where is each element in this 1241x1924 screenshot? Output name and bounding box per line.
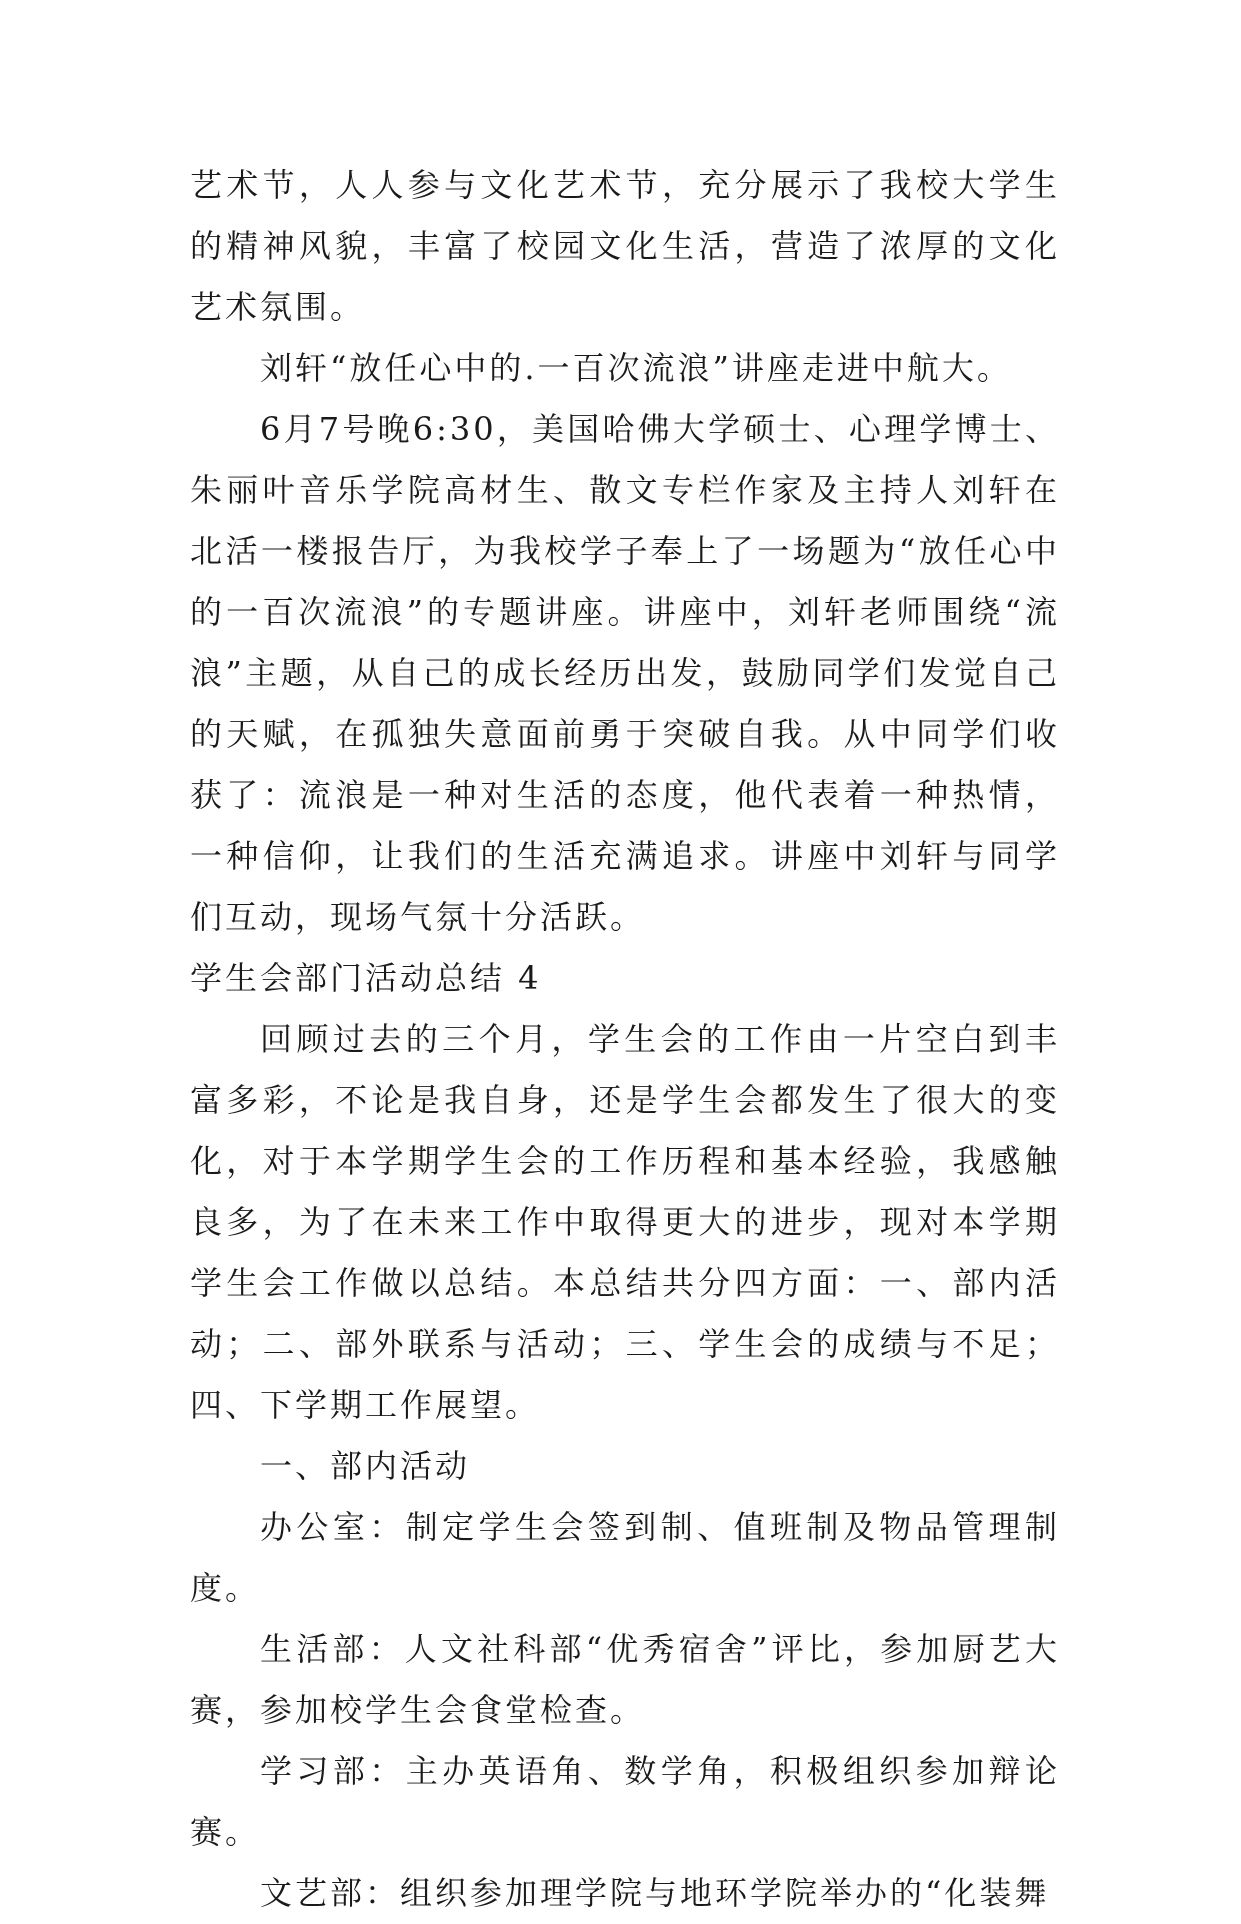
paragraph-festival-summary: 艺术节，人人参与文化艺术节，充分展示了我校大学生的精神风貌，丰富了校园文化生活，营造了浓厚的文化艺术氛围。 (190, 166, 1060, 326)
paragraph-arts-department: 文艺部：组织参加理学院与地环学院举办的“化装舞 (260, 1874, 1050, 1912)
paragraph-office: 办公室：制定学生会签到制、值班制及物品管理制度。 (190, 1508, 1060, 1607)
paragraph-review-intro: 回顾过去的三个月，学生会的工作由一片空白到丰富多彩，不论是我自身，还是学生会都发生了很大的变化，对于本学期学生会的工作历程和基本经验，我感触良多，为了在未来工作中取得更大的进步，现对本学期学生会工作做以总结。本总结共分四方面：一、部内活动；二、部外联系与活动；三、学生会的成绩与不足；四、下学期工作展望。 (190, 1020, 1060, 1424)
paragraph-lecture-title: 刘轩“放任心中的.一百次流浪”讲座走进中航大。 (260, 349, 1012, 387)
paragraph-life-department: 生活部：人文社科部“优秀宿舍”评比，参加厨艺大赛，参加校学生会食堂检查。 (190, 1630, 1060, 1729)
paragraph-lecture-details: 6月7号晚6:30，美国哈佛大学硕士、心理学博士、朱丽叶音乐学院高材生、散文专栏作家及主持人刘轩在北活一楼报告厅，为我校学子奉上了一场题为“放任心中的一百次流浪”的专题讲座。讲座中，刘轩老师围绕“流浪”主题，从自己的成长经历出发，鼓励同学们发觉自己的天赋，在孤独失意面前勇于突破自我。从中同学们收获了：流浪是一种对生活的态度，他代表着一种热情，一种信仰，让我们的生活充满追求。讲座中刘轩与同学们互动，现场气氛十分活跃。 (190, 410, 1060, 936)
paragraph-study-department: 学习部：主办英语角、数学角，积极组织参加辩论赛。 (190, 1752, 1060, 1851)
section-heading: 学生会部门活动总结 4 (190, 959, 542, 997)
subheading-internal-activities: 一、部内活动 (260, 1447, 471, 1485)
document-body (190, 155, 1060, 1924)
